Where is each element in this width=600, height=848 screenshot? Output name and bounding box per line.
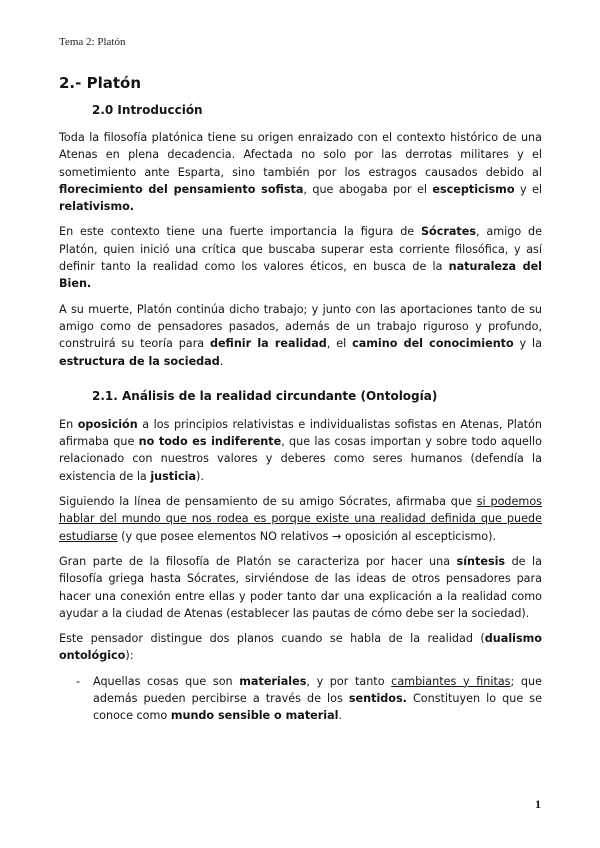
paragraph: En oposición a los principios relativistas e individualistas sofistas en Atenas, Platón afirmaba que no todo es indiferente, que las cosas importan y sobre todo aquello relacionado con nuestros valores y deberes como seres humanos (defendía la existencia de la justicia). <box>59 417 542 483</box>
section-heading-introduction: 2.0 Introducción <box>92 103 203 117</box>
page-number: 1 <box>535 797 541 811</box>
dash-bullet: - <box>76 674 81 688</box>
paragraph: Este pensador distingue dos planos cuando se habla de la realidad (dualismo ontológico): <box>59 632 542 663</box>
paragraph: Siguiendo la línea de pensamiento de su amigo Sócrates, afirmaba que si podemos hablar del mundo que nos rodea es porque existe una realidad definida que puede estudiarse (y que posee elementos NO relativos → oposición al escepticismo). <box>59 495 542 543</box>
chapter-title: 2.- Platón <box>59 74 141 92</box>
paragraph: Toda la filosofía platónica tiene su origen enraizado con el contexto histórico de una Atenas en plena decadencia. Afectada no solo por las derrotas militares y el sometimiento ante Esparta, sino también por los estragos causados debido al florecimiento del pensamiento sofista, que abogaba por el escepticismo y el relativismo. <box>59 131 542 214</box>
bullet-list <box>59 673 542 725</box>
list-item: - Aquellas cosas que son materiales, y por tanto cambiantes y finitas; que además pueden percibirse a través de los sentidos. Constituyen lo que se conoce como mundo sensible o material. <box>76 674 542 723</box>
paragraph: A su muerte, Platón continúa dicho trabajo; y junto con las aportaciones tanto de su amigo como de pensadores pasados, además de un trabajo riguroso y profundo, construirá su teoría para definir la realidad, el camino del conocimiento y la estructura de la sociedad. <box>59 302 542 368</box>
paragraph: Gran parte de la filosofía de Platón se caracteriza por hacer una síntesis de la filosofía griega hasta Sócrates, sirviéndose de las ideas de otros pensadores para hacer una conexión entre ellas y poder tanto dar una explicación a la realidad como ayudar a la ciudad de Atenas (establecer las pautas de cómo debe ser la sociedad). <box>59 554 543 620</box>
running-header: Tema 2: Platón <box>59 36 126 48</box>
section-heading-ontology: 2.1. Análisis de la realidad circundante (Ontología) <box>92 388 438 403</box>
document-body <box>59 70 542 725</box>
paragraph: En este contexto tiene una fuerte importancia la figura de Sócrates, amigo de Platón, quien inició una crítica que buscaba superar esta corriente filosófica, y así definir tanto la realidad como los valores éticos, en busca de la naturaleza del Bien. <box>59 225 543 291</box>
